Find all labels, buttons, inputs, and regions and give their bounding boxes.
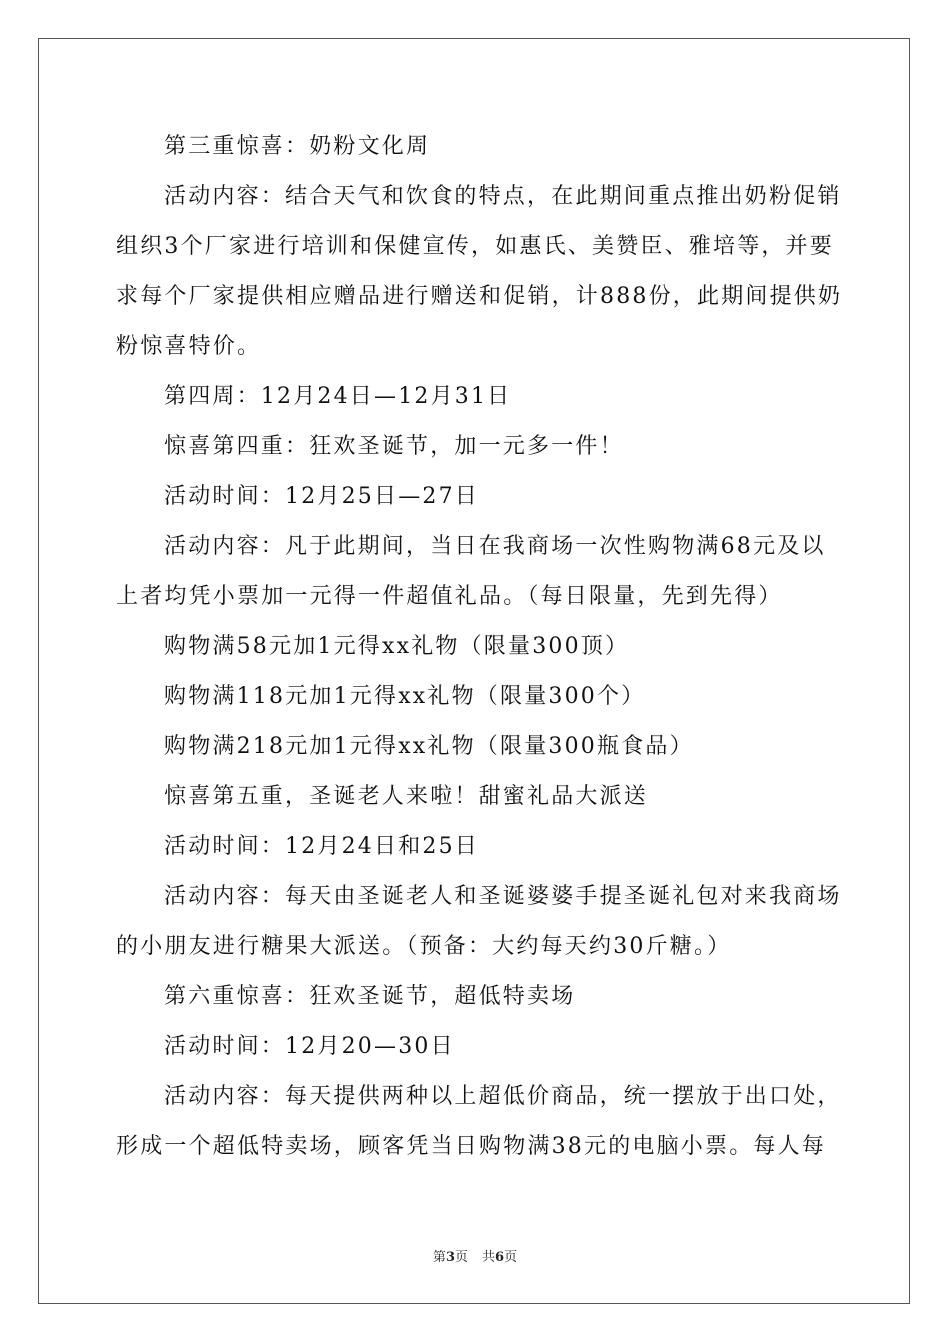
page-footer: [0, 1246, 950, 1265]
paragraph-line: 活动内容：每天由圣诞老人和圣诞婆婆手提圣诞礼包对来我商场: [164, 884, 842, 909]
paragraph-line: 求每个厂家提供相应赠品进行赠送和促销，计888份，此期间提供奶: [116, 284, 843, 309]
page-prefix: 第: [432, 1250, 446, 1265]
paragraph-line: 活动时间：12月25日—27日: [164, 484, 479, 509]
total-prefix: 共: [482, 1250, 496, 1265]
paragraph-line: 的小朋友进行糖果大派送。（预备：大约每天约30斤糖。）: [116, 934, 732, 959]
paragraph-line: 上者均凭小票加一元得一件超值礼品。（每日限量，先到先得）: [116, 584, 783, 609]
paragraph-line: 形成一个超低特卖场，顾客凭当日购物满38元的电脑小票。每人每: [116, 1134, 826, 1159]
paragraph-line: 活动时间：12月24日和25日: [164, 834, 479, 859]
paragraph-line: 组织3个厂家进行培训和保健宣传，如惠氏、美赞臣、雅培等，并要: [116, 234, 834, 259]
paragraph-line: 活动内容：每天提供两种以上超低价商品，统一摆放于出口处，: [164, 1084, 842, 1109]
paragraph-line: 活动时间：12月20—30日: [164, 1034, 455, 1059]
paragraph-line: 活动内容：结合天气和饮食的特点，在此期间重点推出奶粉促销: [164, 184, 842, 209]
section-heading: 惊喜第四重：狂欢圣诞节，加一元多一件！: [164, 434, 624, 459]
total-pages: 6: [495, 1250, 505, 1265]
page-suffix: 页: [454, 1250, 468, 1265]
section-heading: 惊喜第五重，圣诞老人来啦！甜蜜礼品大派送: [164, 784, 649, 809]
section-heading: 第六重惊喜：狂欢圣诞节，超低特卖场: [164, 984, 576, 1009]
section-heading: 第三重惊喜：奶粉文化周: [164, 134, 431, 159]
list-item: 购物满118元加1元得xx礼物（限量300个）: [164, 684, 646, 709]
paragraph-line: 活动内容：凡于此期间，当日在我商场一次性购物满68元及以: [164, 534, 826, 559]
document-body: [116, 122, 843, 1172]
list-item: 购物满218元加1元得xx礼物（限量300瓶食品）: [164, 734, 694, 759]
paragraph-line: 粉惊喜特价。: [116, 334, 262, 359]
total-suffix: 页: [504, 1250, 518, 1265]
section-heading: 第四周：12月24日—12月31日: [164, 384, 512, 409]
page-number: 3: [445, 1250, 455, 1265]
list-item: 购物满58元加1元得xx礼物（限量300顶）: [164, 634, 630, 659]
